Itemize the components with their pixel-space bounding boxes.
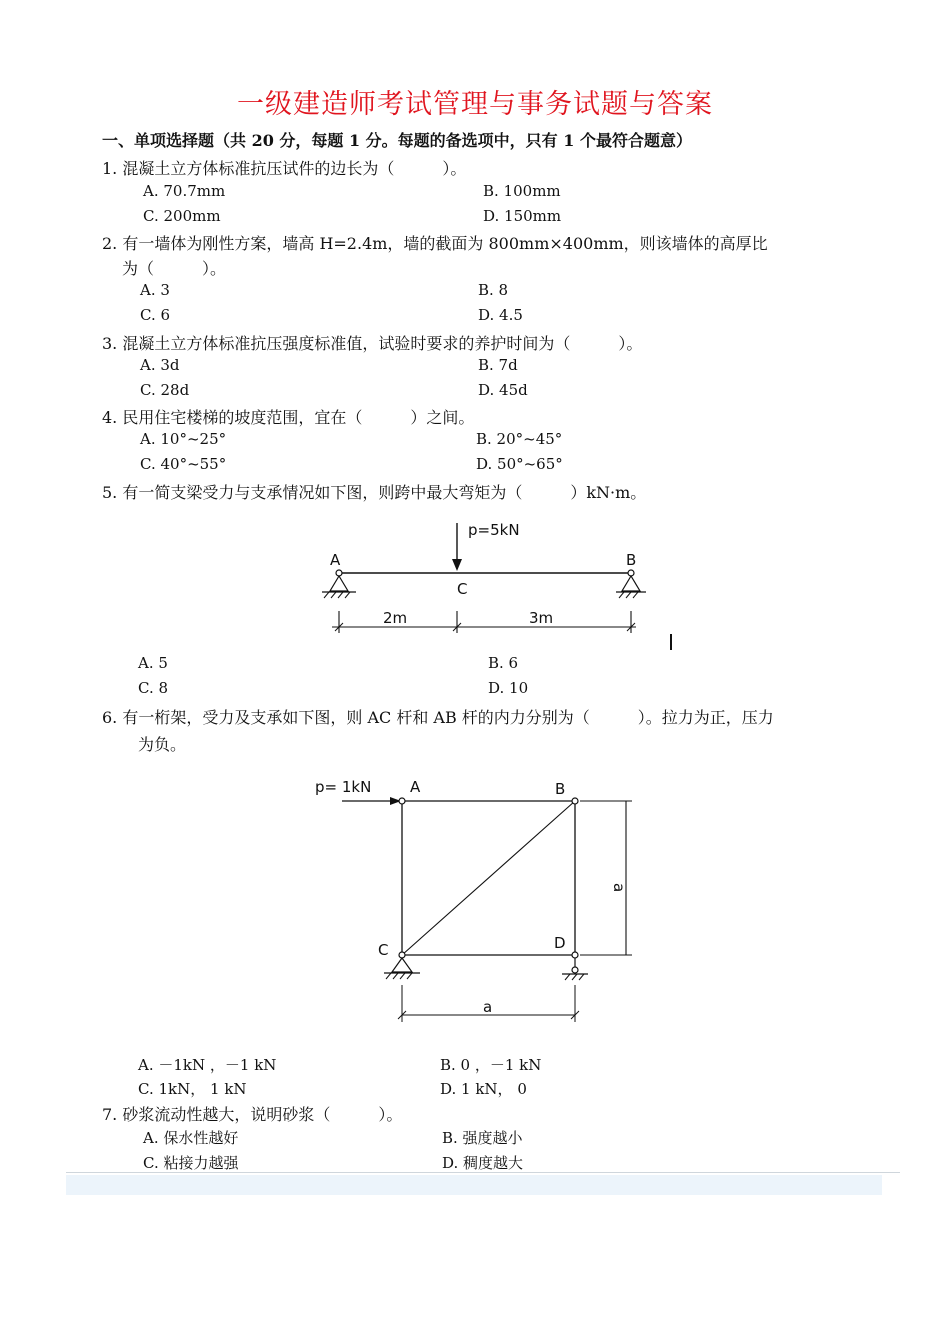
q5-option-d: D. 10 [488, 679, 529, 697]
beam-point-a: A [330, 551, 341, 569]
q2-option-b: B. 8 [478, 281, 509, 299]
q4-option-d: D. 50°~65° [476, 455, 563, 473]
q6-option-b: B. 0 ，－1 kN [440, 1056, 542, 1074]
q2-option-d: D. 4.5 [478, 306, 523, 324]
section-header: 一、单项选择题（共 20 分，每题 1 分。每题的备选项中，只有 1 个最符合题意） [102, 131, 692, 150]
q4-option-a: A. 10°~25° [140, 430, 227, 448]
text-cursor [670, 634, 672, 650]
q6-option-a: A. －1kN ，－1 kN [138, 1056, 277, 1074]
question-3: 3. 混凝土立方体标准抗压强度标准值，试验时要求的养护时间为（ ）。 [102, 334, 643, 353]
question-2: 2. 有一墙体为刚性方案，墙高 H=2.4m，墙的截面为 800mm×400mm，则该墙体的高厚比 [102, 234, 768, 253]
q6-option-c: C. 1kN， 1 kN [138, 1080, 247, 1098]
truss-dim-vertical: a [610, 883, 628, 893]
beam-span-right: 3m [529, 609, 554, 627]
q7-option-b: B. 强度越小 [442, 1129, 523, 1147]
q1-option-a: A. 70.7mm [143, 182, 226, 200]
beam-point-c: C [457, 580, 468, 598]
q1-option-b: B. 100mm [483, 182, 561, 200]
truss-dim-horizontal: a [483, 998, 493, 1016]
q4-option-b: B. 20°~45° [476, 430, 563, 448]
page-divider [66, 1172, 900, 1173]
question-1: 1. 混凝土立方体标准抗压试件的边长为（ ）。 [102, 159, 467, 178]
beam-load-label: p=5kN [468, 521, 520, 539]
page-title: 一级建造师考试管理与事务试题与答案 [237, 89, 713, 120]
q3-option-d: D. 45d [478, 381, 528, 399]
truss-node-a: A [410, 778, 421, 796]
truss-node-c: C [378, 941, 389, 959]
q1-option-d: D. 150mm [483, 207, 562, 225]
q7-option-c: C. 粘接力越强 [143, 1154, 239, 1172]
simply-supported-beam-diagram [310, 515, 660, 640]
q4-option-c: C. 40°~55° [140, 455, 227, 473]
question-6-cont: 为负。 [138, 735, 187, 754]
q7-option-d: D. 稠度越大 [442, 1154, 524, 1172]
footer-band [66, 1175, 882, 1195]
q6-option-d: D. 1 kN， 0 [440, 1080, 527, 1098]
question-6: 6. 有一桁架，受力及支承如下图，则 AC 杆和 AB 杆的内力分别为（ ）。拉力为正，压力 [102, 708, 774, 727]
q7-option-a: A. 保水性越好 [143, 1129, 239, 1147]
q3-option-b: B. 7d [478, 356, 518, 374]
question-7: 7. 砂浆流动性越大，说明砂浆（ ）。 [102, 1105, 403, 1124]
q2-option-a: A. 3 [140, 281, 170, 299]
question-4: 4. 民用住宅楼梯的坡度范围，宜在（ ）之间。 [102, 408, 475, 427]
truss-diagram [300, 770, 650, 1025]
question-2-cont: 为（ ）。 [122, 259, 227, 278]
q1-option-c: C. 200mm [143, 207, 221, 225]
beam-span-left: 2m [383, 609, 408, 627]
question-5: 5. 有一简支梁受力与支承情况如下图，则跨中最大弯矩为（ ）kN·m。 [102, 483, 647, 502]
truss-load-label: p= 1kN [315, 778, 372, 796]
q3-option-a: A. 3d [140, 356, 180, 374]
beam-point-b: B [626, 551, 637, 569]
q3-option-c: C. 28d [140, 381, 190, 399]
q5-option-a: A. 5 [138, 654, 168, 672]
truss-node-b: B [555, 780, 566, 798]
q2-option-c: C. 6 [140, 306, 171, 324]
q5-option-c: C. 8 [138, 679, 169, 697]
q5-option-b: B. 6 [488, 654, 519, 672]
truss-node-d: D [554, 934, 566, 952]
